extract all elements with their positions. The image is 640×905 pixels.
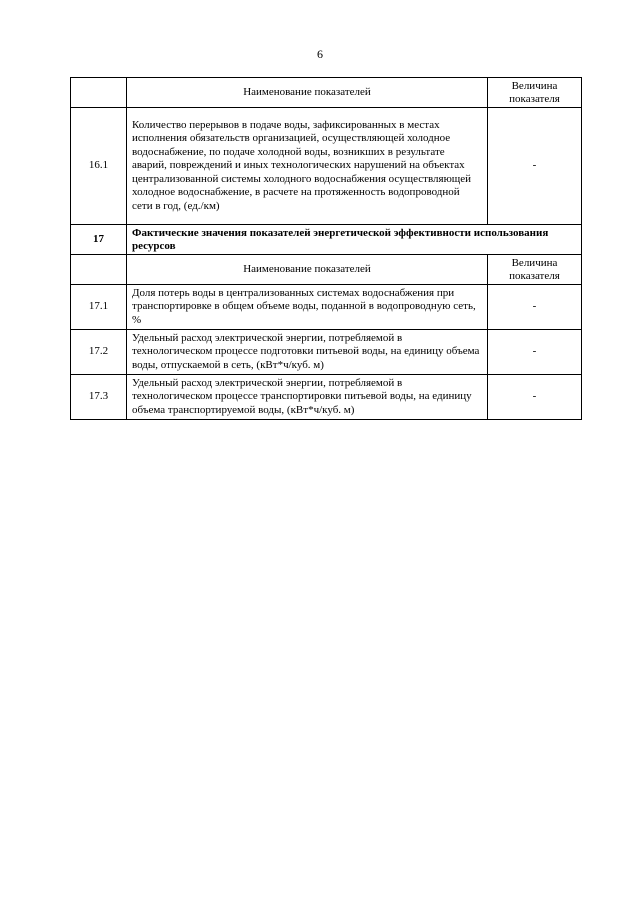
table-header-row	[71, 78, 582, 108]
table-row	[71, 285, 582, 330]
section-row	[71, 225, 582, 255]
row-value: -	[488, 330, 582, 375]
page-number: 6	[317, 47, 323, 61]
header-number-cell	[71, 255, 127, 285]
header-value-cell: Величина показателя	[488, 78, 582, 108]
table-header-row	[71, 255, 582, 285]
section-number: 17	[71, 225, 127, 255]
row-value: -	[488, 285, 582, 330]
indicators-table	[70, 77, 582, 420]
row-value: -	[488, 375, 582, 420]
header-value-cell: Величина показателя	[488, 255, 582, 285]
row-name: Удельный расход электрической энергии, потребляемой в технологическом процессе транспортировки питьевой воды, на единицу объема транспортируемой воды, (кВт*ч/куб. м)	[127, 375, 488, 420]
row-name: Удельный расход электрической энергии, потребляемой в технологическом процессе подготовки питьевой воды, на единицу объема воды, отпускаемой в сеть, (кВт*ч/куб. м)	[127, 330, 488, 375]
table-row	[71, 108, 582, 225]
header-number-cell	[71, 78, 127, 108]
row-number: 17.2	[71, 330, 127, 375]
table-row	[71, 330, 582, 375]
row-value: -	[488, 108, 582, 225]
section-title: Фактические значения показателей энергетической эффективности использования ресурсов	[127, 225, 582, 255]
table-row	[71, 375, 582, 420]
row-name: Количество перерывов в подаче воды, зафиксированных в местах исполнения обязательств организацией, осуществляющей холодное водоснабжение, по подаче холодной воды, возникших в результате аварий, повреждений и иных технологических нарушений на объектах централизованной системы холодного водоснабжения осуществляющей холодное водоснабжение, в расчете на протяженность водопроводной сети в год, (ед./км)	[127, 108, 488, 225]
header-name-cell: Наименование показателей	[127, 255, 488, 285]
row-name: Доля потерь воды в централизованных системах водоснабжения при транспортировке в общем объеме воды, поданной в водопроводную сеть, %	[127, 285, 488, 330]
row-number: 16.1	[71, 108, 127, 225]
row-number: 17.1	[71, 285, 127, 330]
row-number: 17.3	[71, 375, 127, 420]
header-name-cell: Наименование показателей	[127, 78, 488, 108]
